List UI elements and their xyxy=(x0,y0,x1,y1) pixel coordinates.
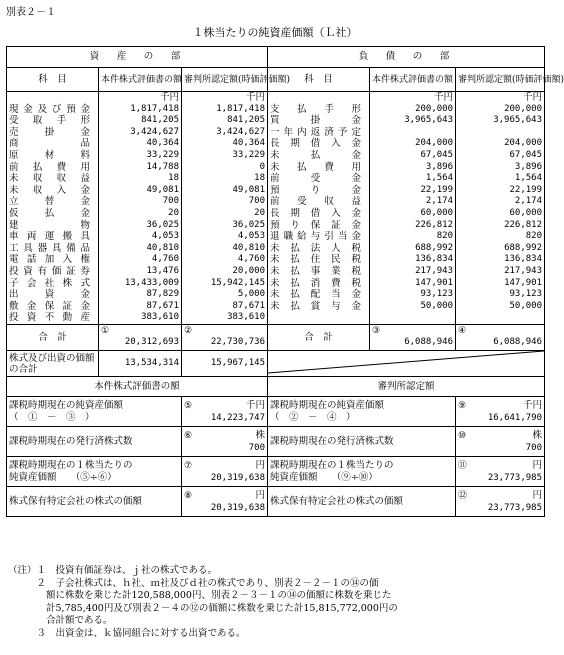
summary-unit: 千円 xyxy=(522,399,542,411)
liability-book-value: 820 xyxy=(370,231,456,243)
asset-book-value: 841,205 xyxy=(99,115,182,127)
asset-book-value: 1,817,418 xyxy=(99,104,182,116)
liability-book-value xyxy=(370,127,456,139)
investment-review-total: 15,967,145 xyxy=(182,350,268,377)
summary-label-text: 課税時期現在の純資産価額 xyxy=(270,399,385,411)
liability-review-value xyxy=(456,312,545,324)
liab-book-total-mark: ③ xyxy=(372,326,381,337)
asset-review-value: 841,205 xyxy=(182,115,268,127)
table-row xyxy=(7,115,545,127)
summary-mark: ⑥ xyxy=(184,430,193,441)
summary-row xyxy=(7,427,545,457)
liability-name: 預り保証金 xyxy=(268,220,370,232)
asset-review-value: 5,000 xyxy=(182,289,268,301)
liability-name: 未払住民税 xyxy=(268,254,370,266)
liability-name: 未払金 xyxy=(268,150,370,162)
summary-row xyxy=(7,457,545,487)
liability-review-value: 2,174 xyxy=(456,196,545,208)
asset-book-value: 36,025 xyxy=(99,220,182,232)
liability-name: 支払手形 xyxy=(268,104,370,116)
asset-book-value: 40,810 xyxy=(99,243,182,255)
liability-book-value: 226,812 xyxy=(370,220,456,232)
liability-review-value: 226,812 xyxy=(456,220,545,232)
summary-label-r xyxy=(268,397,456,427)
asset-book-value: 3,424,627 xyxy=(99,127,182,139)
table-row xyxy=(7,127,545,139)
assets-review-unit: 千円 xyxy=(182,92,268,104)
asset-name: 子会社株式 xyxy=(7,278,99,290)
table-row xyxy=(7,301,545,313)
assets-subject-header: 科 目 xyxy=(7,68,99,92)
asset-review-value: 1,817,418 xyxy=(182,104,268,116)
asset-review-value: 15,942,145 xyxy=(182,278,268,290)
liability-review-value: 1,564 xyxy=(456,173,545,185)
asset-review-value: 4,053 xyxy=(182,231,268,243)
liability-review-value: 3,896 xyxy=(456,162,545,174)
assets-unit-spacer xyxy=(7,92,99,104)
summary-value-l xyxy=(182,487,268,517)
asset-review-value: 4,760 xyxy=(182,254,268,266)
summary-mark: ⑧ xyxy=(184,490,193,501)
footnote-line: 額に株数を乗じた計120,588,000円、別表２－３－１の⑭の価額に株数を乗じた xyxy=(8,590,392,601)
summary-formula: 純資産価額 （⑤÷⑥） xyxy=(9,471,117,483)
asset-name: 車両運搬具 xyxy=(7,231,99,243)
asset-book-value: 14,788 xyxy=(99,162,182,174)
summary-value-l xyxy=(182,457,268,487)
footnotes xyxy=(8,565,544,640)
liability-book-value: 93,123 xyxy=(370,289,456,301)
liability-book-value: 204,000 xyxy=(370,138,456,150)
summary-mark: ⑩ xyxy=(458,430,467,441)
liability-name: 長期借入金 xyxy=(268,138,370,150)
summary-value: 14,223,747 xyxy=(210,412,265,423)
liability-name: 未払消費税 xyxy=(268,278,370,290)
summary-unit: 株 xyxy=(532,429,542,441)
table-row xyxy=(7,231,545,243)
table-row xyxy=(7,243,545,255)
liability-review-value: 217,943 xyxy=(456,266,545,278)
asset-name: 未収入金 xyxy=(7,185,99,197)
footnote-line: ３ 出資金は、ｋ協同組合に対する出資である。 xyxy=(8,627,246,639)
assets-book-unit: 千円 xyxy=(99,92,182,104)
assets-book-total-mark: ① xyxy=(101,326,110,337)
summary-label-r xyxy=(268,457,456,487)
liability-review-value: 147,901 xyxy=(456,278,545,290)
liability-book-value: 688,992 xyxy=(370,243,456,255)
summary-label-r xyxy=(268,427,456,457)
diagonal-line xyxy=(268,351,544,373)
page-title: １株当たりの純資産価額（Ｌ社） xyxy=(192,26,358,39)
asset-name: 売掛金 xyxy=(7,127,99,139)
liability-review-value: 136,834 xyxy=(456,254,545,266)
table-label: 別表２－１ xyxy=(6,7,56,18)
footnote-line: ２ 子会社株式は、ｈ社、ｍ社及びｄ社の株式であり、別表２－２－１の⑭の価 xyxy=(8,577,379,589)
liability-name: 一年内返済予定 xyxy=(268,127,370,139)
summary-value: 23,773,985 xyxy=(487,472,542,483)
liability-name: 前受金 xyxy=(268,173,370,185)
liab-review-header: 審判所認定額(時価評価額) xyxy=(456,68,545,92)
liability-review-value: 50,000 xyxy=(456,301,545,313)
asset-review-value: 40,364 xyxy=(182,138,268,150)
liab-review-unit: 千円 xyxy=(456,92,545,104)
asset-name: 投資有価証券 xyxy=(7,266,99,278)
asset-name: 投資不動産 xyxy=(7,312,99,324)
liability-review-value: 820 xyxy=(456,231,545,243)
net-assets-table xyxy=(6,46,564,517)
assets-book-total-value: 20,312,693 xyxy=(124,337,179,348)
liability-name: 未払事業税 xyxy=(268,266,370,278)
summary-value: 23,773,985 xyxy=(487,502,542,513)
liability-book-value: 1,564 xyxy=(370,173,456,185)
summary-mark: ⑤ xyxy=(184,400,193,411)
summary-label-text: 課税時期現在の純資産価額 xyxy=(9,399,124,411)
liability-name: 未払賞与金 xyxy=(268,301,370,313)
liability-book-value xyxy=(370,312,456,324)
liability-name: 未払配当金 xyxy=(268,289,370,301)
summary-row xyxy=(7,397,545,427)
asset-book-value: 4,053 xyxy=(99,231,182,243)
liabilities-section-header: 負 債 の 部 xyxy=(268,47,545,68)
summary-unit: 株 xyxy=(255,429,265,441)
assets-total-label: 合 計 xyxy=(7,324,99,350)
liability-name: 買掛金 xyxy=(268,115,370,127)
footnote-line: （注）１ 投資有価証券は、ｊ社の株式である。 xyxy=(8,565,218,576)
table-row xyxy=(7,220,545,232)
asset-review-value: 3,424,627 xyxy=(182,127,268,139)
summary-value: 700 xyxy=(248,442,265,453)
liability-name: 未払費用 xyxy=(268,162,370,174)
footnote-line: 計5,785,400円及び別表２－４の⑫の価額に株数を乗じた計15,815,772,000円の xyxy=(8,602,398,614)
summary-mark: ⑪ xyxy=(458,460,468,471)
asset-review-value: 20,000 xyxy=(182,266,268,278)
assets-review-total xyxy=(182,324,268,350)
asset-name: 原材料 xyxy=(7,150,99,162)
summary-label-text: 課税時期現在の発行済株式数 xyxy=(9,435,133,447)
summary-mark: ⑫ xyxy=(458,490,468,501)
table-row xyxy=(7,173,545,185)
table-row xyxy=(7,289,545,301)
liability-review-value: 688,992 xyxy=(456,243,545,255)
assets-review-total-mark: ② xyxy=(184,326,193,337)
asset-review-value: 36,025 xyxy=(182,220,268,232)
asset-name: 工具器具備品 xyxy=(7,243,99,255)
liability-name: 未払法人税 xyxy=(268,243,370,255)
summary-label-l xyxy=(7,427,182,457)
table-row xyxy=(7,196,545,208)
liability-book-value: 60,000 xyxy=(370,208,456,220)
asset-name: 立替金 xyxy=(7,196,99,208)
summary-value-l xyxy=(182,397,268,427)
asset-review-value: 40,810 xyxy=(182,243,268,255)
asset-book-value: 13,433,009 xyxy=(99,278,182,290)
liability-book-value: 217,943 xyxy=(370,266,456,278)
asset-book-value: 700 xyxy=(99,196,182,208)
liability-review-value: 3,965,643 xyxy=(456,115,545,127)
summary-formula: 純資産価額 （⑨÷⑩） xyxy=(270,471,378,483)
summary-value: 16,641,790 xyxy=(487,412,542,423)
liability-name: 前受収益 xyxy=(268,196,370,208)
asset-name: 現金及び預金 xyxy=(7,104,99,116)
table-row xyxy=(7,150,545,162)
asset-review-value: 87,671 xyxy=(182,301,268,313)
liab-book-unit: 千円 xyxy=(370,92,456,104)
asset-book-value: 20 xyxy=(99,208,182,220)
summary-label-text: 課税時期現在の発行済株式数 xyxy=(270,435,394,447)
empty-diagonal-cell xyxy=(268,350,545,377)
asset-review-value: 700 xyxy=(182,196,268,208)
asset-review-value: 20 xyxy=(182,208,268,220)
liability-review-value: 200,000 xyxy=(456,104,545,116)
assets-section-header: 資 産 の 部 xyxy=(7,47,268,68)
summary-unit: 千円 xyxy=(245,399,265,411)
assets-book-total xyxy=(99,324,182,350)
liability-book-value: 147,901 xyxy=(370,278,456,290)
summary-label-l xyxy=(7,487,182,517)
asset-review-value: 49,081 xyxy=(182,185,268,197)
summary-value-r xyxy=(456,457,545,487)
asset-name: 電話加入権 xyxy=(7,254,99,266)
liab-review-total-value: 6,088,946 xyxy=(493,337,542,348)
table-row xyxy=(7,266,545,278)
asset-book-value: 40,364 xyxy=(99,138,182,150)
liab-review-total-mark: ④ xyxy=(458,326,467,337)
liability-review-value xyxy=(456,127,545,139)
asset-book-value: 49,081 xyxy=(99,185,182,197)
asset-book-value: 13,476 xyxy=(99,266,182,278)
bottom-left-header: 本件株式評価書の額 xyxy=(7,377,268,397)
liability-review-value: 67,045 xyxy=(456,150,545,162)
summary-label-l xyxy=(7,457,182,487)
asset-name: 敷金保証金 xyxy=(7,301,99,313)
asset-review-value: 0 xyxy=(182,162,268,174)
asset-book-value: 33,229 xyxy=(99,150,182,162)
liability-name: 退職給与引当金 xyxy=(268,231,370,243)
summary-unit: 円 xyxy=(532,489,542,501)
table-row xyxy=(7,104,545,116)
investment-total-label: 株式及び出資の価額の合計 xyxy=(7,350,99,377)
summary-unit: 円 xyxy=(255,489,265,501)
liability-book-value: 2,174 xyxy=(370,196,456,208)
footnote-line: 合計額である。 xyxy=(8,615,113,626)
asset-name: 前払費用 xyxy=(7,162,99,174)
liability-book-value: 136,834 xyxy=(370,254,456,266)
asset-review-value: 33,229 xyxy=(182,150,268,162)
investment-total-row xyxy=(7,350,545,377)
liability-name xyxy=(268,312,370,324)
liability-book-value: 22,199 xyxy=(370,185,456,197)
liab-book-total-value: 6,088,946 xyxy=(404,337,453,348)
asset-name: 建物 xyxy=(7,220,99,232)
summary-label-text: 課税時期現在の１株当たりの xyxy=(9,459,133,471)
summary-label-l xyxy=(7,397,182,427)
totals-row xyxy=(7,324,545,350)
liability-name: 預り金 xyxy=(268,185,370,197)
summary-label-text: 株式保有特定会社の株式の価額 xyxy=(270,495,404,507)
summary-value-r xyxy=(456,427,545,457)
liability-book-value: 200,000 xyxy=(370,104,456,116)
asset-review-value: 18 xyxy=(182,173,268,185)
asset-book-value: 18 xyxy=(99,173,182,185)
liability-book-value: 67,045 xyxy=(370,150,456,162)
summary-mark: ⑦ xyxy=(184,460,193,471)
asset-book-value: 87,671 xyxy=(99,301,182,313)
unit-row xyxy=(7,92,545,104)
summary-value-r xyxy=(456,397,545,427)
asset-name: 仮払金 xyxy=(7,208,99,220)
liability-review-value: 204,000 xyxy=(456,138,545,150)
liability-book-value: 3,965,643 xyxy=(370,115,456,127)
liab-subject-header: 科 目 xyxy=(268,68,370,92)
summary-value: 20,319,638 xyxy=(210,502,265,513)
summary-label-r xyxy=(268,487,456,517)
table-row xyxy=(7,278,545,290)
asset-book-value: 87,829 xyxy=(99,289,182,301)
summary-formula: （ ① － ③ ） xyxy=(9,411,95,423)
table-row xyxy=(7,162,545,174)
liability-book-value: 50,000 xyxy=(370,301,456,313)
liability-review-value: 22,199 xyxy=(456,185,545,197)
summary-value-l xyxy=(182,427,268,457)
bottom-header-row xyxy=(7,377,545,397)
liability-name: 長期借入金 xyxy=(268,208,370,220)
assets-review-total-value: 22,730,736 xyxy=(210,337,265,348)
asset-name: 受取手形 xyxy=(7,115,99,127)
summary-label-text: 株式保有特定会社の株式の価額 xyxy=(9,495,143,507)
asset-name: 出資金 xyxy=(7,289,99,301)
liability-review-value: 93,123 xyxy=(456,289,545,301)
summary-value: 700 xyxy=(525,442,542,453)
asset-name: 商品 xyxy=(7,138,99,150)
liability-review-value: 60,000 xyxy=(456,208,545,220)
table-row xyxy=(7,185,545,197)
bottom-right-header: 審判所認定額 xyxy=(268,377,545,397)
asset-book-value: 383,610 xyxy=(99,312,182,324)
summary-formula: （ ② － ④ ） xyxy=(270,411,356,423)
asset-review-value: 383,610 xyxy=(182,312,268,324)
table-row xyxy=(7,138,545,150)
summary-unit: 円 xyxy=(532,459,542,471)
summary-label-text: 課税時期現在の１株当たりの xyxy=(270,459,394,471)
liab-unit-spacer xyxy=(268,92,370,104)
investment-book-total: 13,534,314 xyxy=(99,350,182,377)
summary-row xyxy=(7,487,545,517)
table-row xyxy=(7,208,545,220)
table-row xyxy=(7,312,545,324)
liab-book-total xyxy=(370,324,456,350)
summary-value-r xyxy=(456,487,545,517)
asset-name: 未収収益 xyxy=(7,173,99,185)
liability-book-value: 3,896 xyxy=(370,162,456,174)
liab-total-label: 合 計 xyxy=(268,324,370,350)
summary-unit: 円 xyxy=(255,459,265,471)
assets-review-header: 審判所認定額(時価評価額) xyxy=(182,68,268,92)
summary-value: 20,319,638 xyxy=(210,472,265,483)
liab-book-header: 本件株式評価書の額 xyxy=(370,68,456,92)
assets-book-header: 本件株式評価書の額 xyxy=(99,68,182,92)
table-row xyxy=(7,254,545,266)
summary-mark: ⑨ xyxy=(458,400,467,411)
liab-review-total xyxy=(456,324,545,350)
asset-book-value: 4,760 xyxy=(99,254,182,266)
